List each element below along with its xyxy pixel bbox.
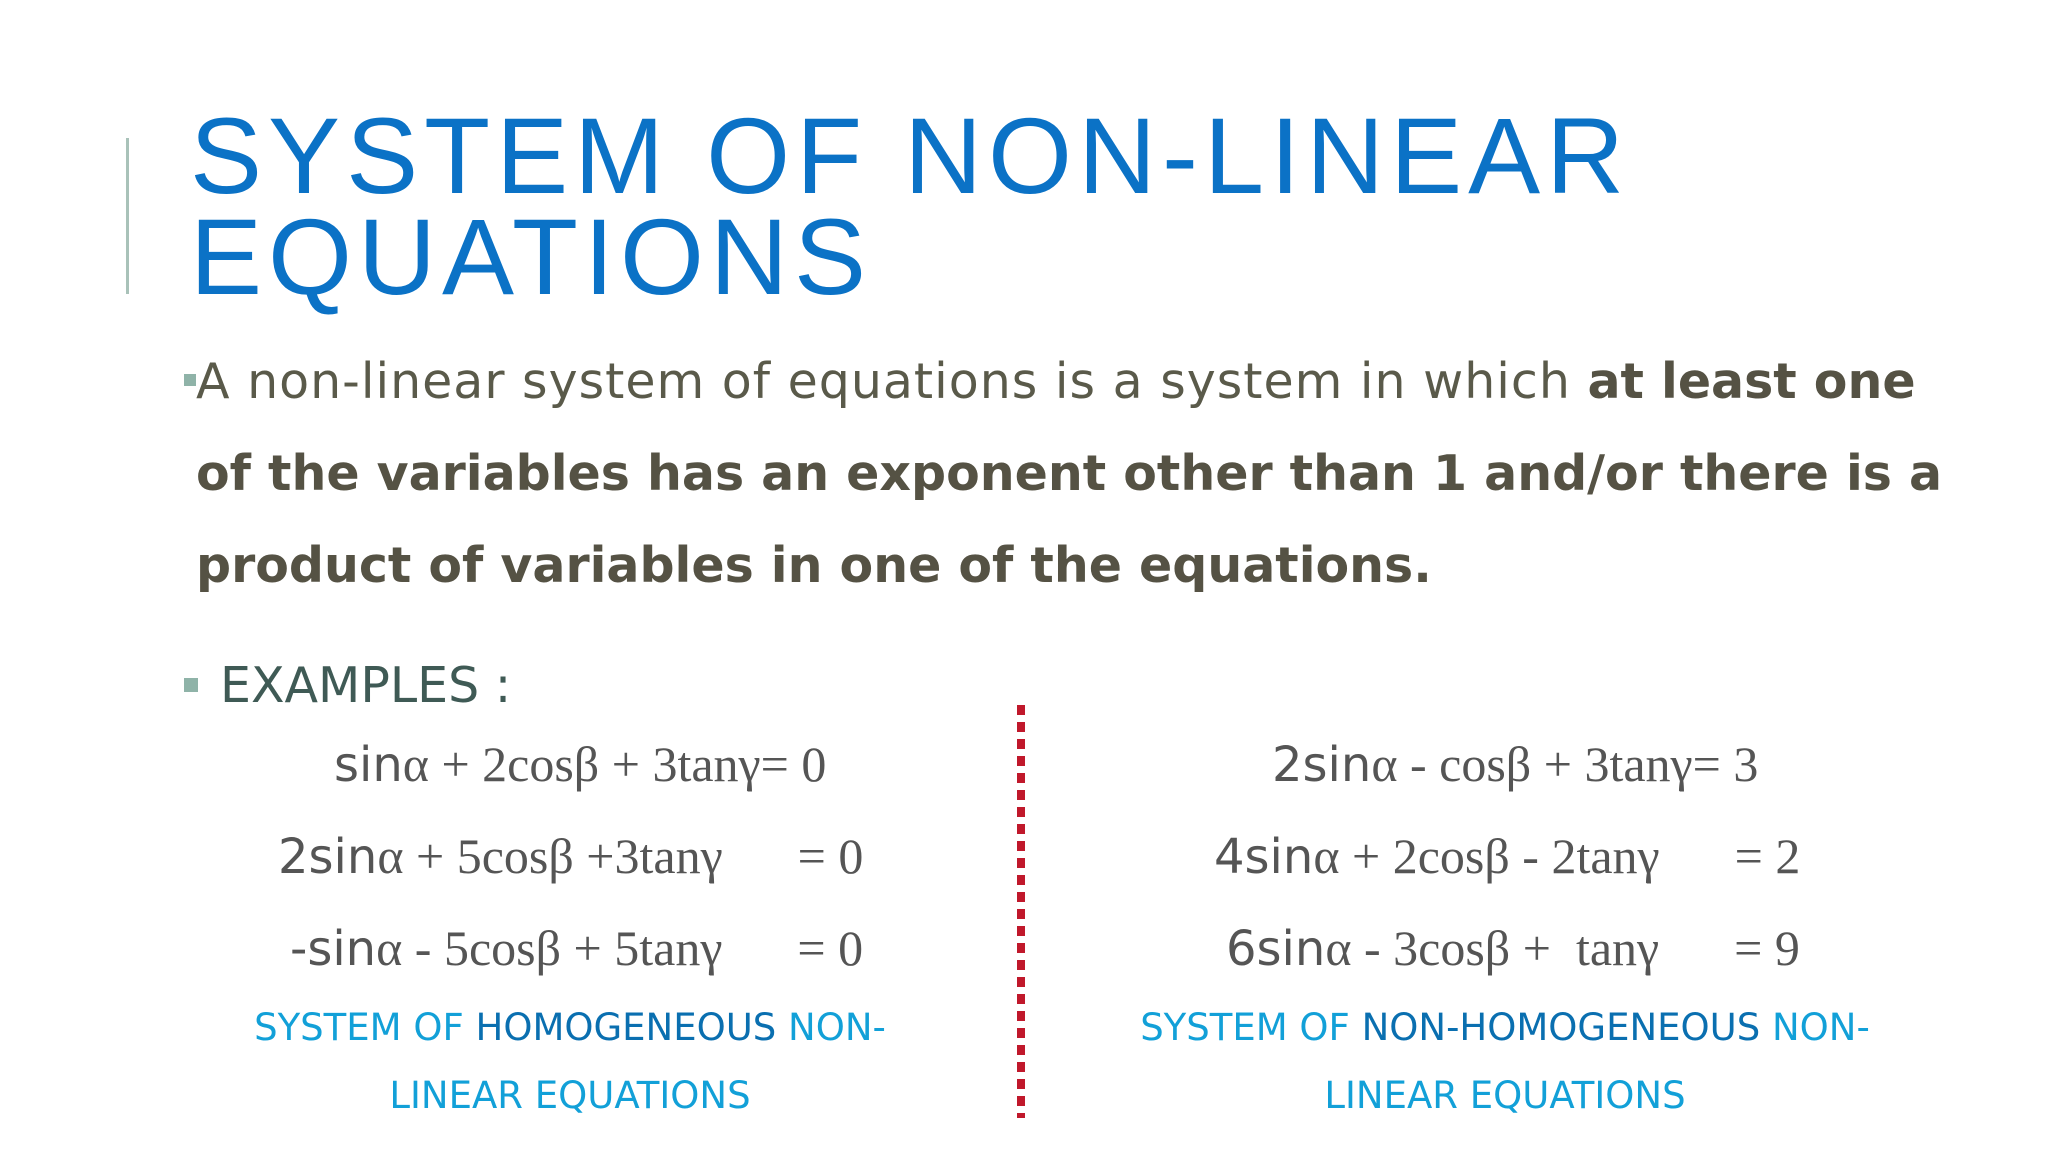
left-equation-1: sinα + 2cosβ + 3tanγ= 0	[334, 736, 827, 793]
examples-label: EXAMPLES :	[220, 656, 512, 714]
right-equation-2: 4sinα + 2cosβ - 2tanγ = 2	[1214, 828, 1801, 885]
examples-bullet-icon	[184, 678, 198, 692]
right-system-caption	[1100, 994, 1910, 1130]
title-line-1: SYSTEM OF NON-LINEAR	[190, 95, 1631, 216]
left-equation-2: 2sinα + 5cosβ +3tanγ = 0	[278, 828, 864, 885]
right-caption-line-1: SYSTEM OF NON-HOMOGENEOUS NON-	[1140, 1006, 1870, 1049]
examples-heading	[184, 650, 511, 720]
definition-paragraph	[196, 336, 1956, 612]
title-line-2: EQUATIONS	[190, 196, 873, 317]
left-caption-line-1: SYSTEM OF HOMOGENEOUS NON-	[254, 1006, 886, 1049]
definition-plain-text: A non-linear system of equations is a system in which	[196, 353, 1588, 410]
right-equation-3: 6sinα - 3cosβ + tanγ = 9	[1226, 920, 1800, 977]
title-accent-bar	[126, 138, 129, 294]
definition-bullet-icon	[184, 374, 196, 386]
definition-bold-text: at least one of the variables has an exponent other than 1 and/or there is a product of variables in one of the equations.	[196, 353, 1943, 594]
right-caption-line-2: LINEAR EQUATIONS	[1324, 1074, 1686, 1117]
right-equation-1: 2sinα - cosβ + 3tanγ= 3	[1272, 736, 1759, 793]
slide-title	[190, 95, 1631, 317]
left-equation-3: -sinα - 5cosβ + 5tanγ = 0	[290, 920, 864, 977]
left-system-caption	[230, 994, 910, 1130]
dotted-divider	[1017, 705, 1025, 1118]
left-caption-line-2: LINEAR EQUATIONS	[389, 1074, 751, 1117]
